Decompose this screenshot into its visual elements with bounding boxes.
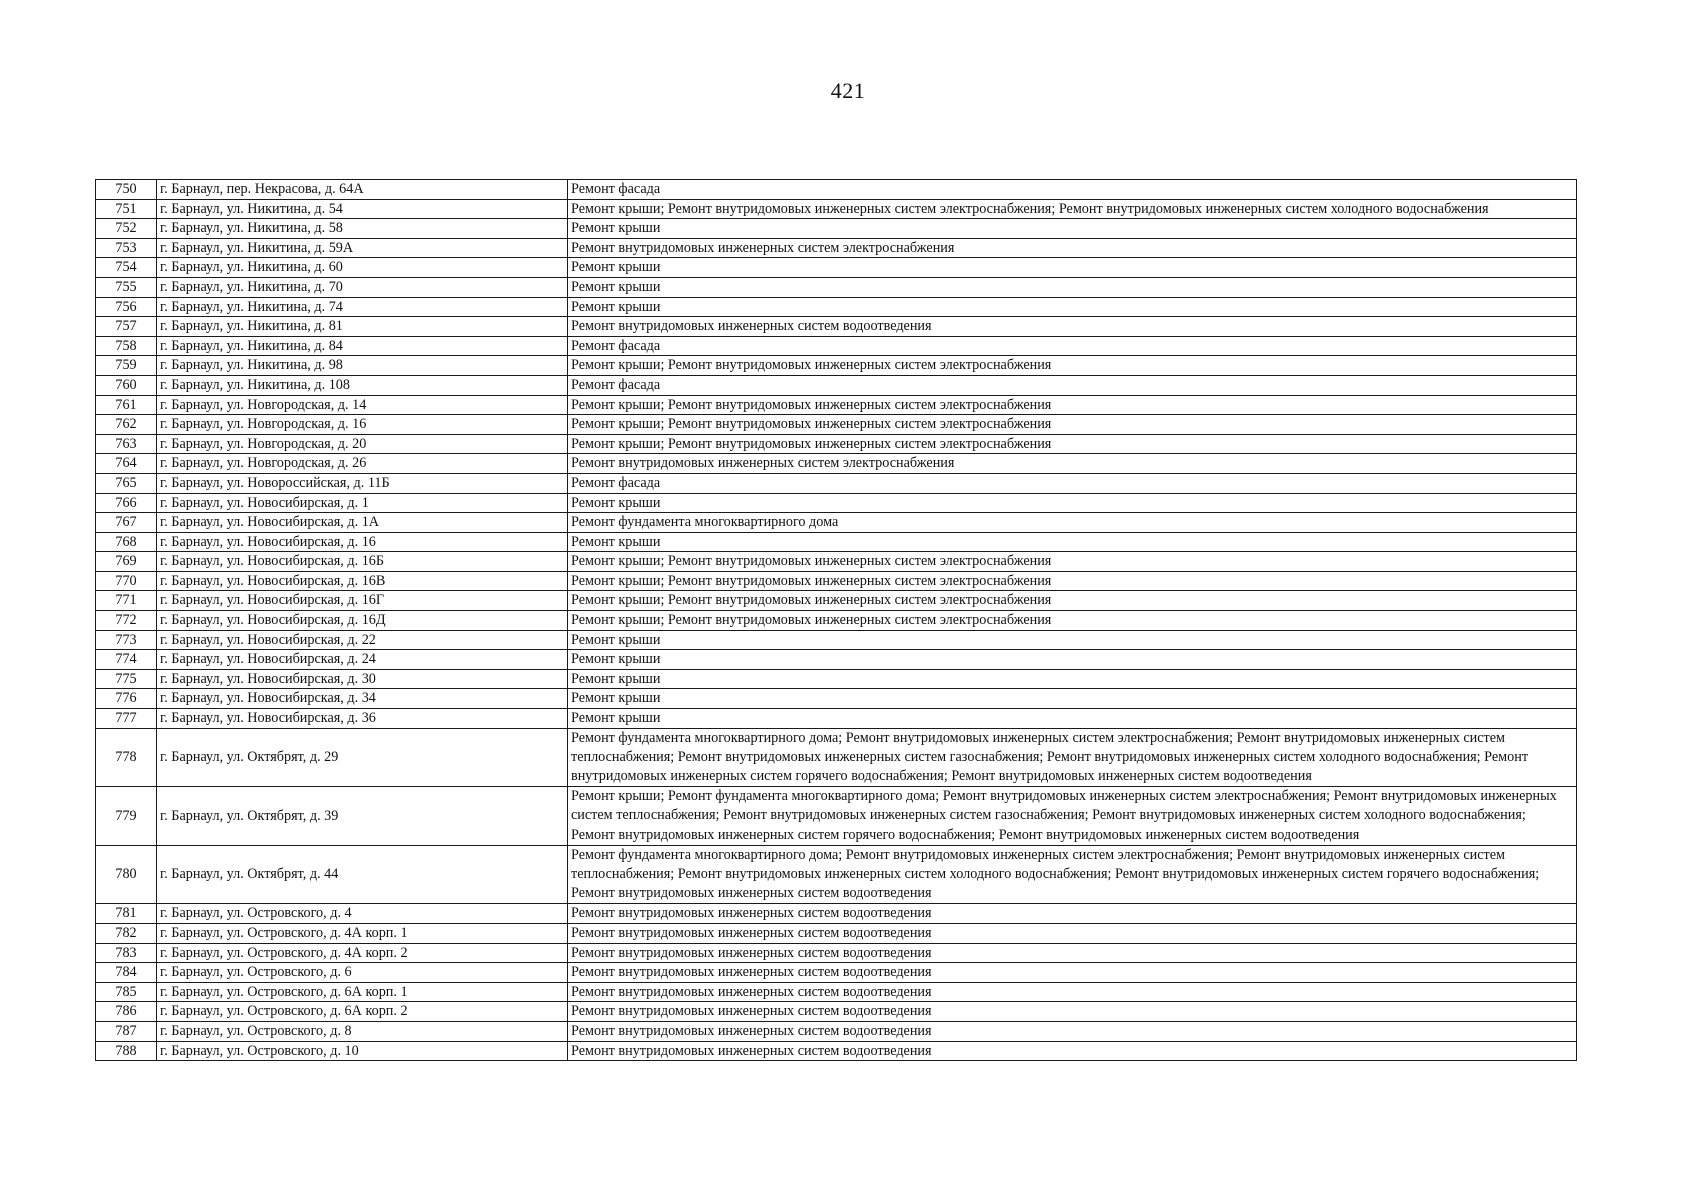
row-number-cell: 751 xyxy=(96,199,157,219)
row-number-cell: 755 xyxy=(96,277,157,297)
address-cell: г. Барнаул, ул. Никитина, д. 70 xyxy=(157,277,568,297)
address-cell: г. Барнаул, ул. Новосибирская, д. 1 xyxy=(157,493,568,513)
table-row xyxy=(96,963,1577,983)
address-cell: г. Барнаул, ул. Октябрят, д. 44 xyxy=(157,845,568,904)
table-row xyxy=(96,630,1577,650)
table-row xyxy=(96,277,1577,297)
address-cell: г. Барнаул, ул. Новосибирская, д. 34 xyxy=(157,689,568,709)
work-type-cell: Ремонт крыши xyxy=(568,630,1577,650)
table-row xyxy=(96,493,1577,513)
address-cell: г. Барнаул, ул. Новосибирская, д. 16Г xyxy=(157,591,568,611)
table-row xyxy=(96,787,1577,846)
row-number-cell: 783 xyxy=(96,943,157,963)
row-number-cell: 775 xyxy=(96,669,157,689)
address-cell: г. Барнаул, ул. Новгородская, д. 16 xyxy=(157,415,568,435)
table-row xyxy=(96,473,1577,493)
work-type-cell: Ремонт фасада xyxy=(568,375,1577,395)
address-cell: г. Барнаул, ул. Никитина, д. 74 xyxy=(157,297,568,317)
row-number-cell: 754 xyxy=(96,258,157,278)
work-type-cell: Ремонт фундамента многоквартирного дома xyxy=(568,513,1577,533)
address-cell: г. Барнаул, ул. Островского, д. 4А корп. 2 xyxy=(157,943,568,963)
address-cell: г. Барнаул, ул. Островского, д. 10 xyxy=(157,1041,568,1061)
table-row xyxy=(96,845,1577,904)
row-number-cell: 763 xyxy=(96,434,157,454)
work-type-cell: Ремонт фасада xyxy=(568,473,1577,493)
address-cell: г. Барнаул, ул. Никитина, д. 58 xyxy=(157,219,568,239)
row-number-cell: 766 xyxy=(96,493,157,513)
address-cell: г. Барнаул, ул. Никитина, д. 98 xyxy=(157,356,568,376)
address-cell: г. Барнаул, ул. Новороссийская, д. 11Б xyxy=(157,473,568,493)
table-row xyxy=(96,375,1577,395)
address-cell: г. Барнаул, ул. Никитина, д. 81 xyxy=(157,317,568,337)
work-type-cell: Ремонт крыши; Ремонт фундамента многоквартирного дома; Ремонт внутридомовых инженерных систем электроснабжения; Ремонт внутридомовых инженерных систем теплоснабжения; Ремонт внутридомовых инженерных систем газоснабжения; Ремонт внутридомовых инженерных систем холодного водоснабжения; Ремонт внутридомовых инженерных систем горячего водоснабжения; Ремонт внутридомовых инженерных систем водоотведения xyxy=(568,787,1577,846)
work-type-cell: Ремонт фундамента многоквартирного дома; Ремонт внутридомовых инженерных систем электроснабжения; Ремонт внутридомовых инженерных систем теплоснабжения; Ремонт внутридомовых инженерных систем газоснабжения; Ремонт внутридомовых инженерных систем холодного водоснабжения; Ремонт внутридомовых инженерных систем горячего водоснабжения; Ремонт внутридомовых инженерных систем водоотведения xyxy=(568,728,1577,787)
address-cell: г. Барнаул, ул. Новосибирская, д. 1А xyxy=(157,513,568,533)
address-cell: г. Барнаул, ул. Островского, д. 6А корп. 2 xyxy=(157,1002,568,1022)
work-type-cell: Ремонт крыши; Ремонт внутридомовых инженерных систем электроснабжения xyxy=(568,356,1577,376)
row-number-cell: 759 xyxy=(96,356,157,376)
table-row xyxy=(96,904,1577,924)
row-number-cell: 779 xyxy=(96,787,157,846)
address-cell: г. Барнаул, ул. Островского, д. 6А корп. 1 xyxy=(157,982,568,1002)
row-number-cell: 767 xyxy=(96,513,157,533)
table-row xyxy=(96,1002,1577,1022)
table-row xyxy=(96,709,1577,729)
table-row xyxy=(96,689,1577,709)
row-number-cell: 772 xyxy=(96,611,157,631)
work-type-cell: Ремонт внутридомовых инженерных систем водоотведения xyxy=(568,943,1577,963)
work-type-cell: Ремонт крыши; Ремонт внутридомовых инженерных систем электроснабжения xyxy=(568,611,1577,631)
address-cell: г. Барнаул, ул. Новгородская, д. 20 xyxy=(157,434,568,454)
table-row xyxy=(96,532,1577,552)
work-type-cell: Ремонт крыши xyxy=(568,532,1577,552)
row-number-cell: 760 xyxy=(96,375,157,395)
row-number-cell: 774 xyxy=(96,650,157,670)
work-type-cell: Ремонт внутридомовых инженерных систем электроснабжения xyxy=(568,238,1577,258)
table-row xyxy=(96,943,1577,963)
work-type-cell: Ремонт внутридомовых инженерных систем водоотведения xyxy=(568,1041,1577,1061)
row-number-cell: 784 xyxy=(96,963,157,983)
work-type-cell: Ремонт крыши xyxy=(568,219,1577,239)
table-row xyxy=(96,297,1577,317)
table-row xyxy=(96,924,1577,944)
table-row xyxy=(96,552,1577,572)
work-type-cell: Ремонт внутридомовых инженерных систем водоотведения xyxy=(568,317,1577,337)
address-cell: г. Барнаул, ул. Островского, д. 4А корп. 1 xyxy=(157,924,568,944)
work-type-cell: Ремонт внутридомовых инженерных систем водоотведения xyxy=(568,982,1577,1002)
address-cell: г. Барнаул, ул. Новосибирская, д. 22 xyxy=(157,630,568,650)
table-row xyxy=(96,513,1577,533)
row-number-cell: 756 xyxy=(96,297,157,317)
address-cell: г. Барнаул, ул. Никитина, д. 60 xyxy=(157,258,568,278)
row-number-cell: 773 xyxy=(96,630,157,650)
row-number-cell: 771 xyxy=(96,591,157,611)
work-type-cell: Ремонт внутридомовых инженерных систем водоотведения xyxy=(568,963,1577,983)
row-number-cell: 781 xyxy=(96,904,157,924)
table-row xyxy=(96,258,1577,278)
work-type-cell: Ремонт крыши xyxy=(568,650,1577,670)
address-cell: г. Барнаул, ул. Островского, д. 4 xyxy=(157,904,568,924)
row-number-cell: 764 xyxy=(96,454,157,474)
work-type-cell: Ремонт крыши xyxy=(568,669,1577,689)
address-cell: г. Барнаул, ул. Новосибирская, д. 16В xyxy=(157,571,568,591)
row-number-cell: 788 xyxy=(96,1041,157,1061)
work-type-cell: Ремонт фундамента многоквартирного дома; Ремонт внутридомовых инженерных систем электроснабжения; Ремонт внутридомовых инженерных систем теплоснабжения; Ремонт внутридомовых инженерных систем холодного водоснабжения; Ремонт внутридомовых инженерных систем горячего водоснабжения; Ремонт внутридомовых инженерных систем водоотведения xyxy=(568,845,1577,904)
row-number-cell: 782 xyxy=(96,924,157,944)
address-cell: г. Барнаул, ул. Новгородская, д. 14 xyxy=(157,395,568,415)
work-type-cell: Ремонт крыши xyxy=(568,297,1577,317)
table-row xyxy=(96,454,1577,474)
row-number-cell: 752 xyxy=(96,219,157,239)
registry-table-body xyxy=(96,180,1577,1061)
table-row xyxy=(96,356,1577,376)
work-type-cell: Ремонт крыши; Ремонт внутридомовых инженерных систем электроснабжения xyxy=(568,552,1577,572)
address-cell: г. Барнаул, ул. Новгородская, д. 26 xyxy=(157,454,568,474)
table-row xyxy=(96,650,1577,670)
table-row xyxy=(96,238,1577,258)
table-row xyxy=(96,982,1577,1002)
row-number-cell: 761 xyxy=(96,395,157,415)
address-cell: г. Барнаул, ул. Никитина, д. 54 xyxy=(157,199,568,219)
table-row xyxy=(96,180,1577,200)
work-type-cell: Ремонт фасада xyxy=(568,336,1577,356)
row-number-cell: 787 xyxy=(96,1022,157,1042)
work-type-cell: Ремонт крыши; Ремонт внутридомовых инженерных систем электроснабжения xyxy=(568,395,1577,415)
row-number-cell: 785 xyxy=(96,982,157,1002)
work-type-cell: Ремонт крыши xyxy=(568,258,1577,278)
work-type-cell: Ремонт фасада xyxy=(568,180,1577,200)
row-number-cell: 777 xyxy=(96,709,157,729)
address-cell: г. Барнаул, ул. Октябрят, д. 29 xyxy=(157,728,568,787)
row-number-cell: 758 xyxy=(96,336,157,356)
work-type-cell: Ремонт крыши xyxy=(568,277,1577,297)
row-number-cell: 765 xyxy=(96,473,157,493)
address-cell: г. Барнаул, ул. Новосибирская, д. 30 xyxy=(157,669,568,689)
work-type-cell: Ремонт крыши; Ремонт внутридомовых инженерных систем электроснабжения xyxy=(568,415,1577,435)
row-number-cell: 768 xyxy=(96,532,157,552)
work-type-cell: Ремонт крыши xyxy=(568,689,1577,709)
row-number-cell: 776 xyxy=(96,689,157,709)
work-type-cell: Ремонт крыши xyxy=(568,493,1577,513)
table-row xyxy=(96,434,1577,454)
table-row xyxy=(96,669,1577,689)
work-type-cell: Ремонт внутридомовых инженерных систем водоотведения xyxy=(568,924,1577,944)
table-row xyxy=(96,1041,1577,1061)
page-number: 421 xyxy=(830,78,866,103)
address-cell: г. Барнаул, ул. Никитина, д. 108 xyxy=(157,375,568,395)
table-row xyxy=(96,728,1577,787)
address-cell: г. Барнаул, пер. Некрасова, д. 64А xyxy=(157,180,568,200)
address-cell: г. Барнаул, ул. Островского, д. 8 xyxy=(157,1022,568,1042)
table-row xyxy=(96,395,1577,415)
table-row xyxy=(96,199,1577,219)
row-number-cell: 753 xyxy=(96,238,157,258)
address-cell: г. Барнаул, ул. Островского, д. 6 xyxy=(157,963,568,983)
table-row xyxy=(96,219,1577,239)
table-row xyxy=(96,1022,1577,1042)
address-cell: г. Барнаул, ул. Никитина, д. 59А xyxy=(157,238,568,258)
work-type-cell: Ремонт внутридомовых инженерных систем водоотведения xyxy=(568,904,1577,924)
row-number-cell: 770 xyxy=(96,571,157,591)
work-type-cell: Ремонт крыши; Ремонт внутридомовых инженерных систем электроснабжения xyxy=(568,571,1577,591)
row-number-cell: 778 xyxy=(96,728,157,787)
row-number-cell: 786 xyxy=(96,1002,157,1022)
work-type-cell: Ремонт крыши; Ремонт внутридомовых инженерных систем электроснабжения xyxy=(568,434,1577,454)
row-number-cell: 780 xyxy=(96,845,157,904)
work-type-cell: Ремонт крыши xyxy=(568,709,1577,729)
table-row xyxy=(96,415,1577,435)
table-row xyxy=(96,336,1577,356)
work-type-cell: Ремонт крыши; Ремонт внутридомовых инженерных систем электроснабжения; Ремонт внутридомовых инженерных систем холодного водоснабжения xyxy=(568,199,1577,219)
address-cell: г. Барнаул, ул. Новосибирская, д. 16 xyxy=(157,532,568,552)
address-cell: г. Барнаул, ул. Октябрят, д. 39 xyxy=(157,787,568,846)
table-row xyxy=(96,571,1577,591)
row-number-cell: 769 xyxy=(96,552,157,572)
row-number-cell: 762 xyxy=(96,415,157,435)
table-row xyxy=(96,317,1577,337)
work-type-cell: Ремонт внутридомовых инженерных систем водоотведения xyxy=(568,1002,1577,1022)
address-cell: г. Барнаул, ул. Новосибирская, д. 36 xyxy=(157,709,568,729)
address-cell: г. Барнаул, ул. Новосибирская, д. 16Б xyxy=(157,552,568,572)
table-row xyxy=(96,591,1577,611)
registry-table xyxy=(95,179,1577,1061)
address-cell: г. Барнаул, ул. Никитина, д. 84 xyxy=(157,336,568,356)
table-row xyxy=(96,611,1577,631)
row-number-cell: 750 xyxy=(96,180,157,200)
row-number-cell: 757 xyxy=(96,317,157,337)
work-type-cell: Ремонт внутридомовых инженерных систем электроснабжения xyxy=(568,454,1577,474)
work-type-cell: Ремонт внутридомовых инженерных систем водоотведения xyxy=(568,1022,1577,1042)
work-type-cell: Ремонт крыши; Ремонт внутридомовых инженерных систем электроснабжения xyxy=(568,591,1577,611)
address-cell: г. Барнаул, ул. Новосибирская, д. 24 xyxy=(157,650,568,670)
address-cell: г. Барнаул, ул. Новосибирская, д. 16Д xyxy=(157,611,568,631)
